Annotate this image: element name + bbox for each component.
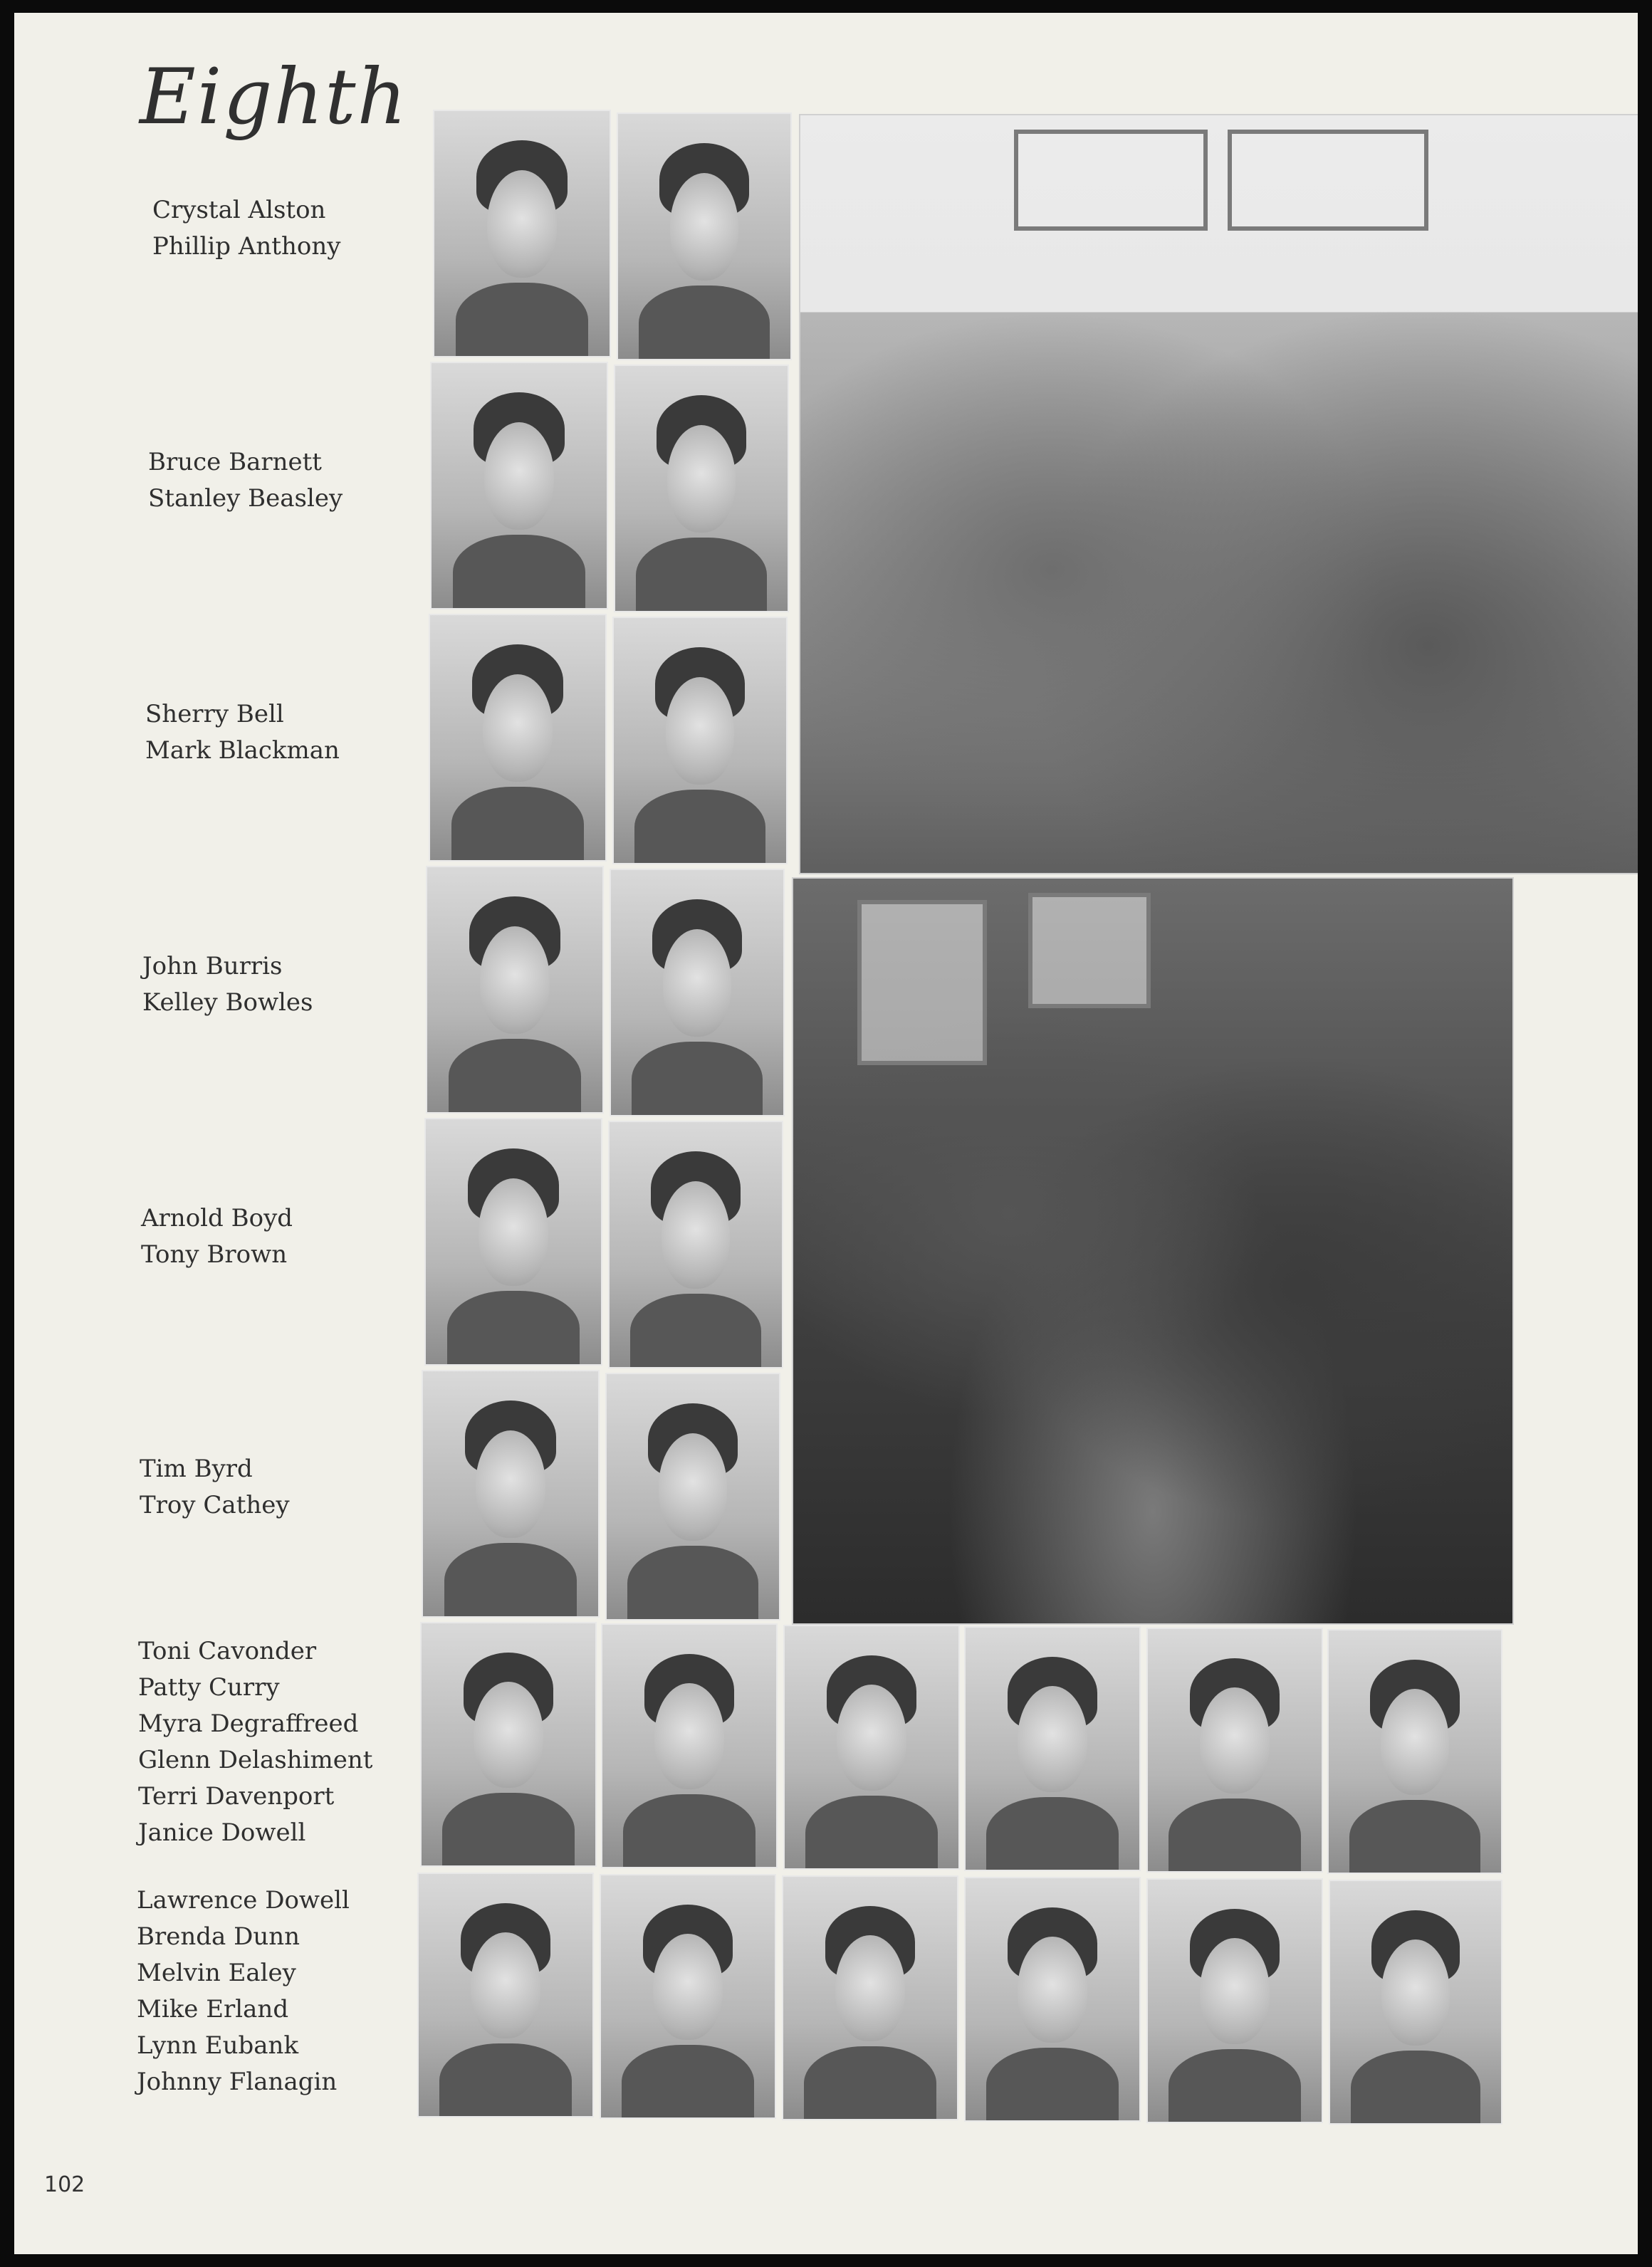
student-portrait bbox=[426, 866, 604, 1114]
student-name: Janice Dowell bbox=[138, 1818, 306, 1847]
student-portrait bbox=[600, 1874, 776, 2119]
student-name: Arnold Boyd bbox=[141, 1204, 293, 1232]
student-name: Johnny Flanagin bbox=[137, 2068, 338, 2096]
name-group-8 bbox=[137, 1883, 350, 2100]
student-portrait bbox=[964, 1626, 1141, 1871]
student-name: Stanley Beasley bbox=[148, 484, 343, 513]
student-name: Tim Byrd bbox=[140, 1455, 253, 1483]
student-portrait bbox=[608, 1121, 783, 1368]
student-portrait bbox=[1146, 1628, 1323, 1873]
name-group-3 bbox=[145, 696, 340, 769]
section-title: Eighth bbox=[140, 53, 409, 142]
student-portrait bbox=[610, 869, 785, 1116]
candid-classroom-photo bbox=[799, 114, 1638, 874]
name-group-4 bbox=[142, 948, 313, 1021]
student-name: Patty Curry bbox=[138, 1673, 280, 1702]
student-portrait bbox=[1146, 1878, 1323, 2123]
student-portrait bbox=[617, 112, 792, 360]
student-portrait bbox=[783, 1625, 960, 1870]
student-name: John Burris bbox=[142, 952, 283, 980]
student-portrait bbox=[1329, 1880, 1502, 2125]
student-portrait bbox=[601, 1623, 778, 1868]
name-group-6 bbox=[140, 1451, 290, 1524]
student-name: Sherry Bell bbox=[145, 700, 284, 728]
student-name: Phillip Anthony bbox=[152, 232, 341, 261]
student-name: Lawrence Dowell bbox=[137, 1886, 350, 1915]
name-group-5 bbox=[141, 1200, 293, 1273]
student-name: Melvin Ealey bbox=[137, 1959, 296, 1987]
student-name: Glenn Delashiment bbox=[138, 1746, 373, 1774]
student-name: Mike Erland bbox=[137, 1995, 289, 2023]
student-portrait bbox=[614, 365, 789, 612]
student-portrait bbox=[422, 1370, 600, 1618]
student-name: Brenda Dunn bbox=[137, 1922, 300, 1951]
page-number: 102 bbox=[44, 2172, 85, 2197]
name-group-2 bbox=[148, 444, 343, 517]
student-name: Bruce Barnett bbox=[148, 448, 322, 476]
student-portrait bbox=[417, 1873, 594, 2117]
student-name: Tony Brown bbox=[141, 1240, 288, 1269]
student-portrait bbox=[605, 1373, 780, 1621]
student-portrait bbox=[1327, 1629, 1502, 1874]
student-name: Terri Davenport bbox=[138, 1782, 335, 1811]
student-portrait bbox=[420, 1622, 597, 1867]
student-portrait bbox=[433, 110, 611, 357]
student-portrait bbox=[964, 1877, 1141, 2122]
student-name: Troy Cathey bbox=[140, 1491, 290, 1519]
student-name: Crystal Alston bbox=[152, 196, 326, 224]
name-group-7 bbox=[138, 1633, 372, 1851]
student-portrait bbox=[429, 614, 607, 862]
yearbook-page bbox=[14, 13, 1638, 2254]
student-name: Kelley Bowles bbox=[142, 988, 313, 1017]
student-name: Lynn Eubank bbox=[137, 2031, 299, 2060]
student-name: Mark Blackman bbox=[145, 736, 340, 765]
student-portrait bbox=[424, 1118, 602, 1366]
candid-classroom-photo bbox=[792, 877, 1514, 1625]
student-portrait bbox=[782, 1875, 958, 2120]
student-name: Myra Degraffreed bbox=[138, 1710, 359, 1738]
name-group-1 bbox=[152, 192, 340, 265]
student-portrait bbox=[430, 362, 608, 609]
student-portrait bbox=[612, 617, 788, 864]
student-name: Toni Cavonder bbox=[138, 1637, 317, 1665]
